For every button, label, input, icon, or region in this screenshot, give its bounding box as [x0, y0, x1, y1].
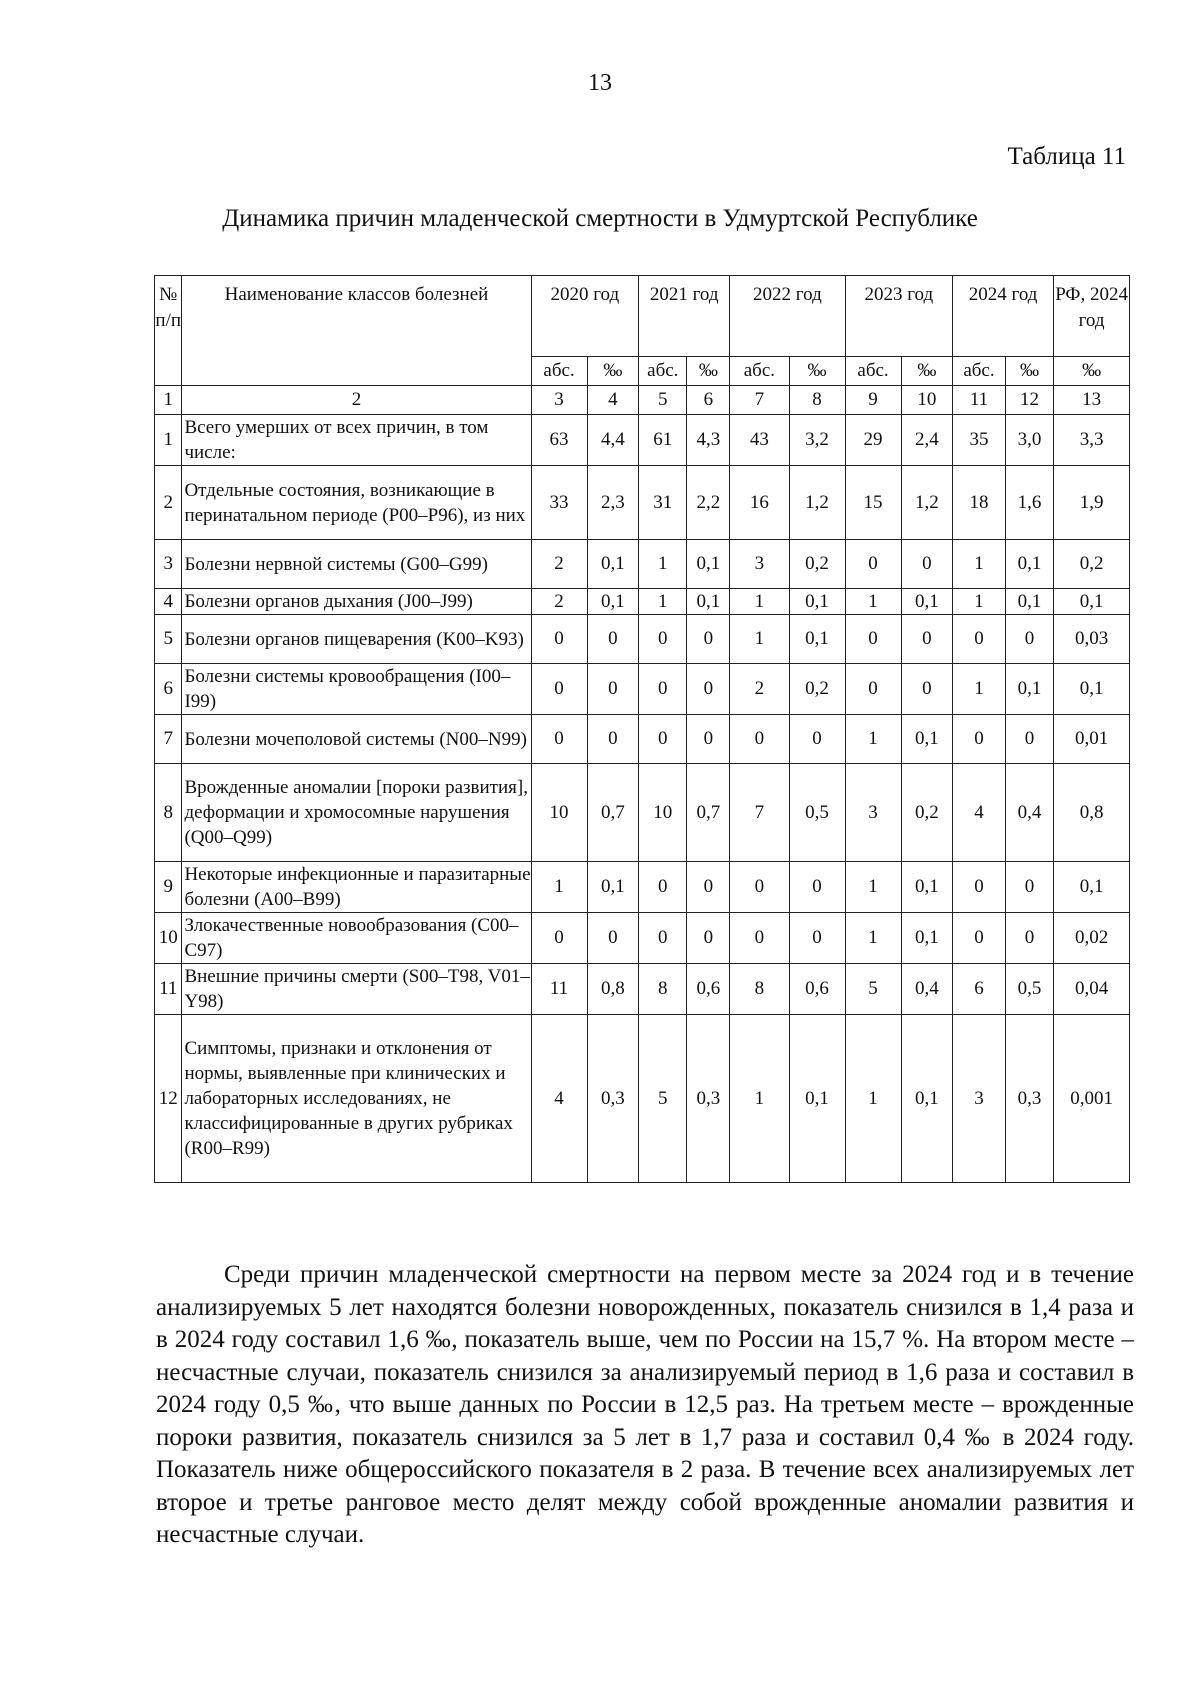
table-cell: 0,1	[901, 1015, 953, 1183]
table-cell: 0,6	[789, 964, 845, 1015]
table-cell: 0	[901, 615, 953, 664]
table-cell: 0,3	[687, 1015, 730, 1183]
table-cell: 0	[687, 715, 730, 764]
table-cell: 0	[845, 615, 901, 664]
column-index: 9	[845, 386, 901, 415]
table-cell: 0,8	[1054, 764, 1130, 862]
disease-class-name: Злокачественные новообразования (C00–C97)	[182, 913, 531, 964]
table-cell: 0,01	[1054, 715, 1130, 764]
header-sub-permille: ‰	[789, 357, 845, 386]
table-cell: 0	[639, 715, 687, 764]
mortality-table	[154, 275, 1130, 1183]
table-cell: 0,2	[789, 540, 845, 589]
table-cell: 0	[639, 615, 687, 664]
table-cell: 10	[531, 764, 587, 862]
table-cell: 61	[639, 415, 687, 466]
table-cell: 8	[639, 964, 687, 1015]
disease-class-name: Врожденные аномалии [пороки развития], деформации и хромосомные нарушения (Q00–Q99)	[182, 764, 531, 862]
table-cell: 0,1	[687, 540, 730, 589]
table-cell: 1	[730, 589, 789, 615]
table-cell: 5	[845, 964, 901, 1015]
disease-class-name: Некоторые инфекционные и паразитарные болезни (A00–B99)	[182, 862, 531, 913]
table-cell: 0,2	[1054, 540, 1130, 589]
row-number: 6	[155, 664, 182, 715]
table-row	[155, 715, 1130, 764]
table-row	[155, 664, 1130, 715]
table-cell: 0	[901, 664, 953, 715]
column-index: 10	[901, 386, 953, 415]
table-row	[155, 964, 1130, 1015]
table-cell: 0,1	[1054, 664, 1130, 715]
table-cell: 2	[531, 589, 587, 615]
table-cell: 2,3	[587, 466, 639, 540]
table-title: Динамика причин младенческой смертности в Удмуртской Республике	[222, 205, 978, 232]
table-cell: 0	[901, 540, 953, 589]
table-cell: 63	[531, 415, 587, 466]
header-sub-permille: ‰	[1005, 357, 1053, 386]
row-number: 10	[155, 913, 182, 964]
table-cell: 0,04	[1054, 964, 1130, 1015]
row-number: 8	[155, 764, 182, 862]
table-cell: 1	[845, 913, 901, 964]
row-number: 5	[155, 615, 182, 664]
header-year: 2020 год	[531, 276, 639, 357]
table-row	[155, 1015, 1130, 1183]
table-cell: 1	[531, 862, 587, 913]
table-cell: 0,1	[1005, 664, 1053, 715]
table-cell: 10	[639, 764, 687, 862]
table-row	[155, 764, 1130, 862]
table-cell: 1,9	[1054, 466, 1130, 540]
disease-class-name: Всего умерших от всех причин, в том числе:	[182, 415, 531, 466]
table-cell: 0,03	[1054, 615, 1130, 664]
table-cell: 0	[639, 862, 687, 913]
header-sub-permille: ‰	[587, 357, 639, 386]
disease-class-name: Болезни мочеполовой системы (N00–N99)	[182, 715, 531, 764]
table-cell: 1,6	[1005, 466, 1053, 540]
column-index: 4	[587, 386, 639, 415]
table-cell: 0,1	[901, 715, 953, 764]
table-cell: 2,4	[901, 415, 953, 466]
table-cell: 0	[687, 862, 730, 913]
table-cell: 0	[687, 664, 730, 715]
column-index: 3	[531, 386, 587, 415]
table-cell: 0	[789, 913, 845, 964]
table-cell: 0	[1005, 913, 1053, 964]
table-cell: 0	[845, 664, 901, 715]
header-sub-abs: абс.	[953, 357, 1006, 386]
row-number: 7	[155, 715, 182, 764]
header-year: 2024 год	[953, 276, 1054, 357]
table-cell: 4	[953, 764, 1006, 862]
table-cell: 3	[953, 1015, 1006, 1183]
table-cell: 0,8	[587, 964, 639, 1015]
row-number: 12	[155, 1015, 182, 1183]
table-cell: 0	[953, 615, 1006, 664]
header-sub-abs: абс.	[639, 357, 687, 386]
table-cell: 0	[587, 664, 639, 715]
table-cell: 0	[639, 913, 687, 964]
table-cell: 0	[587, 615, 639, 664]
table-cell: 7	[730, 764, 789, 862]
column-index: 11	[953, 386, 1006, 415]
table-cell: 2	[730, 664, 789, 715]
table-cell: 3,2	[789, 415, 845, 466]
table-cell: 33	[531, 466, 587, 540]
row-number: 2	[155, 466, 182, 540]
column-index: 2	[182, 386, 531, 415]
table-cell: 0	[845, 540, 901, 589]
table-cell: 0,1	[1054, 862, 1130, 913]
table-cell: 1	[730, 1015, 789, 1183]
table-cell: 0,7	[687, 764, 730, 862]
disease-class-name: Симптомы, признаки и отклонения от нормы, выявленные при клинических и лабораторных исследованиях, не классифицированные в других рубриках (R00–R99)	[182, 1015, 531, 1183]
table-cell: 0,3	[587, 1015, 639, 1183]
disease-class-name: Внешние причины смерти (S00–T98, V01–Y98)	[182, 964, 531, 1015]
table-cell: 4,3	[687, 415, 730, 466]
table-cell: 0	[1005, 862, 1053, 913]
table-cell: 1	[639, 540, 687, 589]
disease-class-name: Болезни органов пищеварения (K00–K93)	[182, 615, 531, 664]
column-index: 7	[730, 386, 789, 415]
table-cell: 5	[639, 1015, 687, 1183]
header-sub-permille: ‰	[901, 357, 953, 386]
table-cell: 6	[953, 964, 1006, 1015]
table-cell: 0,02	[1054, 913, 1130, 964]
table-cell: 0	[953, 862, 1006, 913]
table-cell: 1,2	[901, 466, 953, 540]
table-cell: 1	[845, 1015, 901, 1183]
table-cell: 4	[531, 1015, 587, 1183]
table-cell: 0	[1005, 715, 1053, 764]
table-cell: 0	[953, 913, 1006, 964]
table-cell: 0	[587, 715, 639, 764]
table-cell: 8	[730, 964, 789, 1015]
row-number: 1	[155, 415, 182, 466]
table-cell: 1	[953, 540, 1006, 589]
table-label: Таблица 11	[1007, 143, 1126, 170]
table-cell: 0,1	[901, 589, 953, 615]
table-row	[155, 862, 1130, 913]
header-sub-abs: абс.	[730, 357, 789, 386]
table-cell: 0,6	[687, 964, 730, 1015]
table-cell: 16	[730, 466, 789, 540]
table-cell: 0,1	[789, 615, 845, 664]
table-cell: 35	[953, 415, 1006, 466]
table-cell: 0	[730, 715, 789, 764]
header-sub-permille: ‰	[1054, 357, 1130, 386]
table-cell: 0,4	[1005, 764, 1053, 862]
table-cell: 0	[953, 715, 1006, 764]
table-cell: 43	[730, 415, 789, 466]
table-cell: 0	[730, 862, 789, 913]
table-cell: 0,7	[587, 764, 639, 862]
table-cell: 0,1	[901, 862, 953, 913]
column-index: 5	[639, 386, 687, 415]
page-number: 13	[588, 70, 612, 96]
table-cell: 0,2	[901, 764, 953, 862]
disease-class-name: Болезни органов дыхания (J00–J99)	[182, 589, 531, 615]
table-cell: 0	[639, 664, 687, 715]
table-cell: 0,1	[1054, 589, 1130, 615]
table-cell: 3	[730, 540, 789, 589]
table-cell: 0	[789, 862, 845, 913]
table-cell: 18	[953, 466, 1006, 540]
table-cell: 0	[789, 715, 845, 764]
table-cell: 0,1	[587, 862, 639, 913]
table-cell: 1	[845, 589, 901, 615]
table-cell: 0	[687, 913, 730, 964]
table-cell: 0,1	[587, 540, 639, 589]
table-cell: 0,5	[789, 764, 845, 862]
header-year: 2023 год	[845, 276, 953, 357]
column-index: 13	[1054, 386, 1130, 415]
table-cell: 0	[531, 615, 587, 664]
column-index: 8	[789, 386, 845, 415]
table-row	[155, 540, 1130, 589]
table-cell: 0,2	[789, 664, 845, 715]
table-cell: 1	[730, 615, 789, 664]
disease-class-name: Болезни нервной системы (G00–G99)	[182, 540, 531, 589]
table-cell: 0	[531, 664, 587, 715]
table-cell: 0	[687, 615, 730, 664]
table-cell: 1	[845, 862, 901, 913]
table-cell: 1	[953, 589, 1006, 615]
header-year: 2022 год	[730, 276, 845, 357]
column-index: 12	[1005, 386, 1053, 415]
table-cell: 3,0	[1005, 415, 1053, 466]
row-number: 3	[155, 540, 182, 589]
table-cell: 0	[531, 715, 587, 764]
table-cell: 1	[845, 715, 901, 764]
body-paragraph: Среди причин младенческой смертности на первом месте за 2024 год и в течение анализируемых 5 лет находятся болезни новорожденных, показатель снизился в 1,4 раза и в 2024 году составил 1,6 ‰, показатель выше, чем по России на 15,7 %. На втором месте – несчастные случаи, показатель снизился за анализируемый период в 1,6 раза и составил в 2024 году 0,5 ‰, что выше данных по России в 12,5 раз. На третьем месте – врожденные пороки развития, показатель снизился за 5 лет в 1,7 раза и составил 0,4 ‰ в 2024 году. Показатель ниже общероссийского показателя в 2 раза. В течение всех анализируемых лет второе и третье ранговое место делят между собой врожденные аномалии развития и несчастные случаи.	[156, 1261, 1134, 1548]
header-name: Наименование классов болезней	[182, 276, 531, 386]
table-cell: 2	[531, 540, 587, 589]
header-rf: РФ, 2024 год	[1054, 276, 1130, 357]
table-cell: 0	[1005, 615, 1053, 664]
table-cell: 31	[639, 466, 687, 540]
header-num: № п/п	[155, 276, 182, 386]
table-row	[155, 415, 1130, 466]
table-cell: 1	[639, 589, 687, 615]
table-cell: 0	[531, 913, 587, 964]
table-cell: 0,1	[1005, 540, 1053, 589]
table-cell: 0	[730, 913, 789, 964]
table-row	[155, 466, 1130, 540]
table-cell: 3	[845, 764, 901, 862]
header-year: 2021 год	[639, 276, 730, 357]
disease-class-name: Отдельные состояния, возникающие в перинатальном периоде (P00–P96), из них	[182, 466, 531, 540]
header-sub-abs: абс.	[845, 357, 901, 386]
table-cell: 1	[953, 664, 1006, 715]
table-cell: 0,4	[901, 964, 953, 1015]
table-row	[155, 589, 1130, 615]
table-cell: 3,3	[1054, 415, 1130, 466]
table-cell: 0,5	[1005, 964, 1053, 1015]
table-cell: 0	[587, 913, 639, 964]
row-number: 4	[155, 589, 182, 615]
table-cell: 0,1	[1005, 589, 1053, 615]
column-index: 6	[687, 386, 730, 415]
table-cell: 1,2	[789, 466, 845, 540]
header-sub-permille: ‰	[687, 357, 730, 386]
table-cell: 0,1	[789, 1015, 845, 1183]
table-row	[155, 615, 1130, 664]
column-index-row	[155, 386, 1130, 415]
table-cell: 11	[531, 964, 587, 1015]
table-cell: 29	[845, 415, 901, 466]
header-sub-abs: абс.	[531, 357, 587, 386]
table-cell: 2,2	[687, 466, 730, 540]
table-cell: 15	[845, 466, 901, 540]
table-cell: 0,1	[789, 589, 845, 615]
table-cell: 0,001	[1054, 1015, 1130, 1183]
table-cell: 0,3	[1005, 1015, 1053, 1183]
column-index: 1	[155, 386, 182, 415]
table-cell: 0,1	[687, 589, 730, 615]
disease-class-name: Болезни системы кровообращения (I00–I99)	[182, 664, 531, 715]
table-row	[155, 913, 1130, 964]
table-cell: 0,1	[587, 589, 639, 615]
table-cell: 0,1	[901, 913, 953, 964]
row-number: 9	[155, 862, 182, 913]
row-number: 11	[155, 964, 182, 1015]
table-cell: 4,4	[587, 415, 639, 466]
